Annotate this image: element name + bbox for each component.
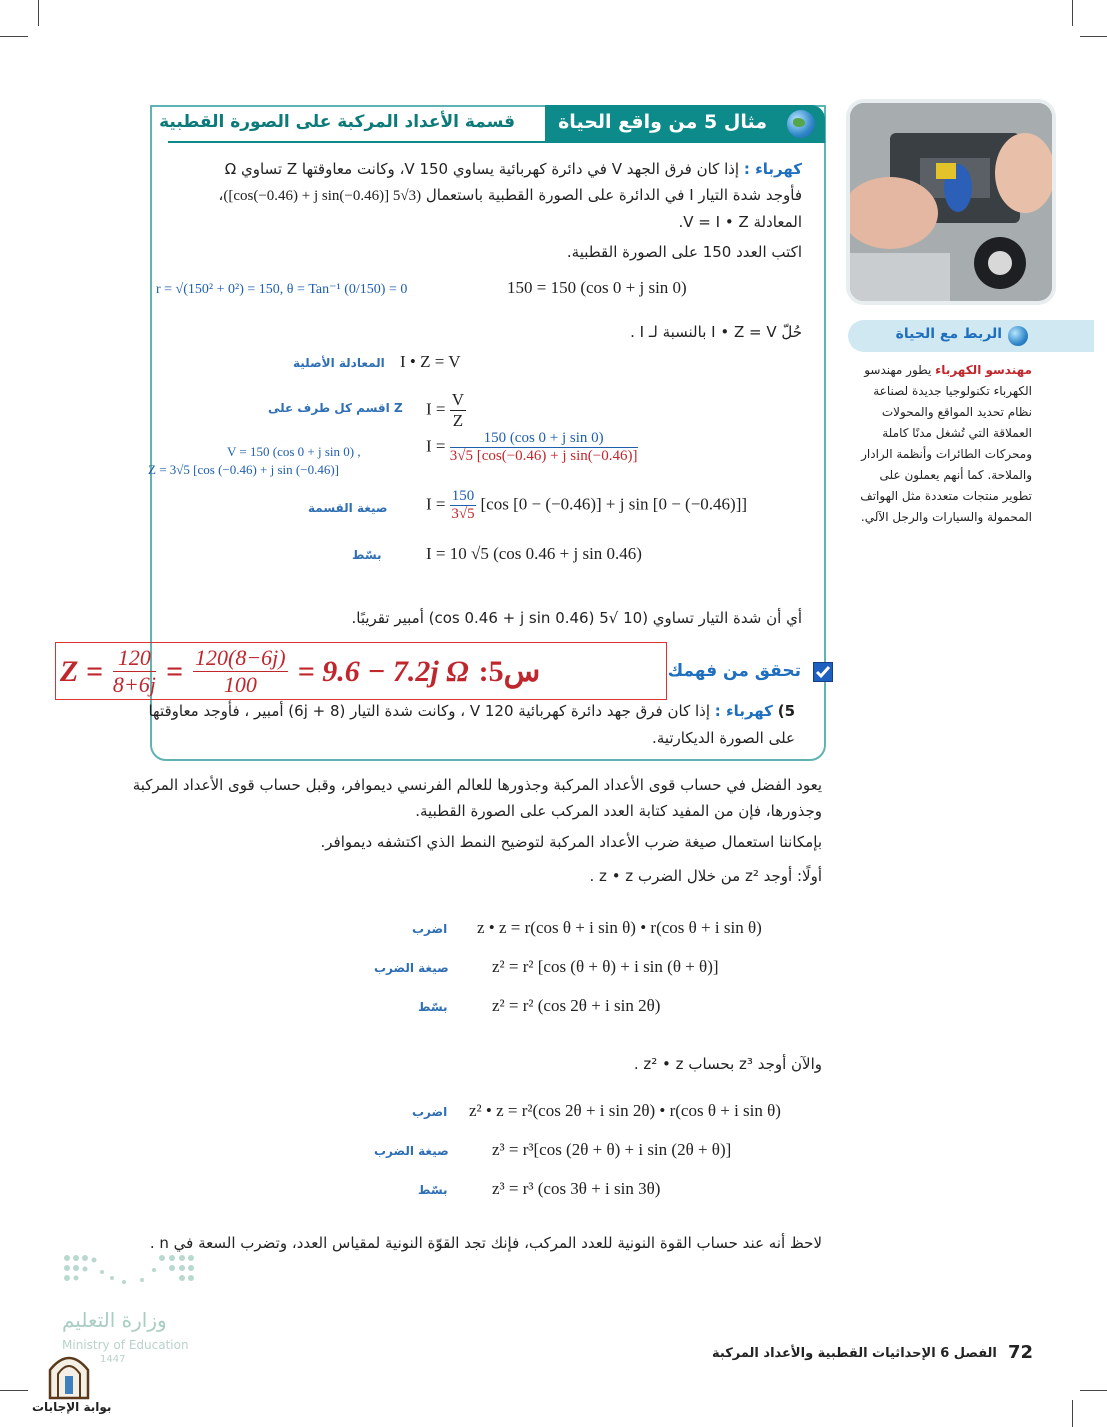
first-step-text: أولًا: أوجد z² من خلال الضرب z • z .	[589, 867, 822, 885]
answer-den-2: 100	[223, 672, 257, 697]
banner-title: الربط مع الحياة	[895, 326, 1002, 342]
answer-eq: =	[165, 654, 183, 688]
equation-note: صيغة الضرب	[374, 961, 449, 975]
equation-row: z² • z = r²(cos 2θ + i sin 2θ) • r(cos θ + i sin θ)	[469, 1101, 781, 1120]
problem-line-2-text: فأوجد شدة التيار I في الدائرة على الصورة القطبية باستعمال	[425, 186, 802, 204]
sidebar-lead: مهندسو الكهرباء	[935, 363, 1032, 377]
answer-result: = 9.6 − 7.2j Ω	[297, 654, 469, 688]
equation-row: I = $\frac{150}{3√5}$ [cos [0 − (−0.46)] + j sin [0 − (−0.46)]]	[426, 488, 748, 522]
chapter-number: الفصل 6	[940, 1346, 997, 1361]
robot-photo	[850, 103, 1052, 301]
step2-text: حُلّ I • Z = V بالنسبة لـ I .	[630, 323, 802, 341]
ministry-name-ar: وزارة التعليم	[62, 1308, 167, 1332]
equation-row: I • Z = V	[400, 352, 461, 371]
crop-mark	[1080, 36, 1107, 37]
equation-note: صيغة الضرب	[374, 1144, 449, 1158]
step1-math: 150 = 150 (cos 0 + j sin 0)	[507, 278, 687, 297]
intro-paragraph: يعود الفضل في حساب قوى الأعداد المركبة وجذورها للعالم الفرنسي ديموافر، وقبل حساب قوى الأعداد المركبة وجذورها، فإن من المفيد كتابة العدد المركب على الصورة القطبية.	[132, 776, 822, 820]
crop-mark	[1080, 1390, 1107, 1391]
checkbox-icon	[813, 662, 833, 682]
equation-note: Z = 3√5 [cos (−0.46) + j sin (−0.46)]	[148, 462, 339, 477]
equation-note: بسّط	[418, 1183, 448, 1197]
page-number: 72	[1008, 1342, 1034, 1363]
portal-name: بوابة الإجابات	[32, 1400, 112, 1414]
sidebar-text: مهندسو الكهرباء يطور مهندسو الكهرباء تكنولوجيا جديدة لصناعة نظام تحديد المواقع والمحولات العملاقة التي تُشغل مدنًا كاملة ومحركات الطائرات وأنظمة الرادار والملاحة. كما أنهم يعملون على تطوير منتجات متعددة مثل الهواتف المحمولة والسيارات والرجل الآلي.	[860, 363, 1032, 524]
crop-mark	[1072, 0, 1073, 26]
equation-row: I = $\frac{\text{150 (cos 0 + j sin 0)}}{\text{3√5 [cos(−0.46) + j sin(−0.46)]}}$	[426, 430, 638, 464]
equation-row: I = 10 √5 (cos 0.46 + j sin 0.46)	[426, 544, 642, 563]
example-tab	[545, 105, 825, 143]
problem-statement	[142, 156, 802, 235]
equation-note: اضرب	[412, 922, 448, 936]
chapter-footer	[712, 1346, 997, 1361]
portal-logo	[44, 1350, 94, 1400]
ministry-name-en: Ministry of Education	[62, 1338, 189, 1352]
equation-row: z • z = r(cos θ + i sin θ) • r(cos θ + i sin θ)	[477, 918, 762, 937]
answer-label: :5س	[478, 655, 541, 688]
globe-icon	[1008, 326, 1028, 346]
example-subtitle: قسمة الأعداد المركبة على الصورة القطبية	[159, 112, 515, 132]
crop-mark	[0, 1390, 28, 1391]
equation-note: V = 150 (cos 0 + j sin 0) ,	[227, 444, 361, 459]
problem-line-3: المعادلة V = I • Z.	[678, 213, 802, 231]
answer-lhs: Z =	[60, 654, 103, 688]
second-step-text: والآن أوجد z³ بحساب z² • z .	[633, 1055, 822, 1073]
equation-row: z² = r² [cos (θ + θ) + i sin (θ + θ)]	[492, 957, 719, 976]
problem-line-1: إذا كان فرق الجهد V في دائرة كهربائية يساوي 150 V، وكانت معاوقتها Z تساوي Ω	[224, 160, 740, 178]
equation-note: المعادلة الأصلية	[293, 356, 385, 370]
conclusion: أي أن شدة التيار تساوي (10 √5 (cos 0.46 + j sin 0.46) أمبير تقريبًا.	[351, 609, 802, 627]
demoivre-paragraph: بإمكاننا استعمال صيغة ضرب الأعداد المركبة لتوضيح النمط الذي اكتشفه ديموافر.	[320, 833, 822, 851]
step1-note: r = √(150² + 0²) = 150, θ = Tan⁻¹ (0/150) = 0	[156, 282, 408, 297]
handwritten-answer	[55, 642, 667, 700]
life-connection-banner	[848, 320, 1094, 352]
equation-row: z² = r² (cos 2θ + i sin 2θ)	[492, 996, 661, 1015]
globe-icon	[787, 110, 815, 138]
ministry-year: 1447	[100, 1354, 126, 1365]
example-title: مثال 5 من واقع الحياة	[558, 111, 767, 133]
problem-line-2-math: (3√5 [cos(−0.46) + j sin(−0.46)])،	[218, 188, 422, 204]
equation-note: بسّط	[418, 1000, 448, 1014]
check-title: تحقق من فهمك	[667, 661, 801, 681]
check-problem: 5) كهرباء : إذا كان فرق جهد دائرة كهربائية 120 V ، وكانت شدة التيار (8 + 6j) أمبير ، فأوجد معاوقتها على الصورة الديكارتية.	[148, 702, 795, 747]
crop-mark	[0, 36, 28, 37]
equation-note: صيغة القسمة	[308, 501, 388, 515]
observation-text: لاحظ أنه عند حساب القوة النونية للعدد المركب، فإنك تجد القوّة النونية لمقياس العدد، وتضرب السعة في n .	[149, 1234, 822, 1252]
example-header	[150, 105, 825, 143]
chapter-title: الإحداثيات القطبية والأعداد المركبة	[712, 1346, 936, 1361]
equation-note: اضرب	[412, 1105, 448, 1119]
answer-num-2: 120(8−6j)	[195, 645, 286, 670]
equation-note: بسّط	[352, 548, 382, 562]
equation-row: z³ = r³ (cos 3θ + i sin 3θ)	[492, 1179, 661, 1198]
topic-label: كهرباء :	[743, 160, 802, 178]
crop-mark	[38, 0, 39, 26]
equation-note: اقسم كل طرف على Z	[268, 401, 403, 415]
equation-row: I = $\frac{V}{Z}$	[426, 390, 465, 430]
answer-num-1: 120	[113, 645, 156, 672]
crop-mark	[1072, 1400, 1073, 1427]
answer-den-1: 8+6j	[112, 672, 156, 697]
equation-row: z³ = r³[cos (2θ + θ) + i sin (2θ + θ)]	[492, 1140, 732, 1159]
ministry-logo-dots	[62, 1252, 197, 1294]
step1-text: اكتب العدد 150 على الصورة القطبية.	[566, 243, 802, 261]
